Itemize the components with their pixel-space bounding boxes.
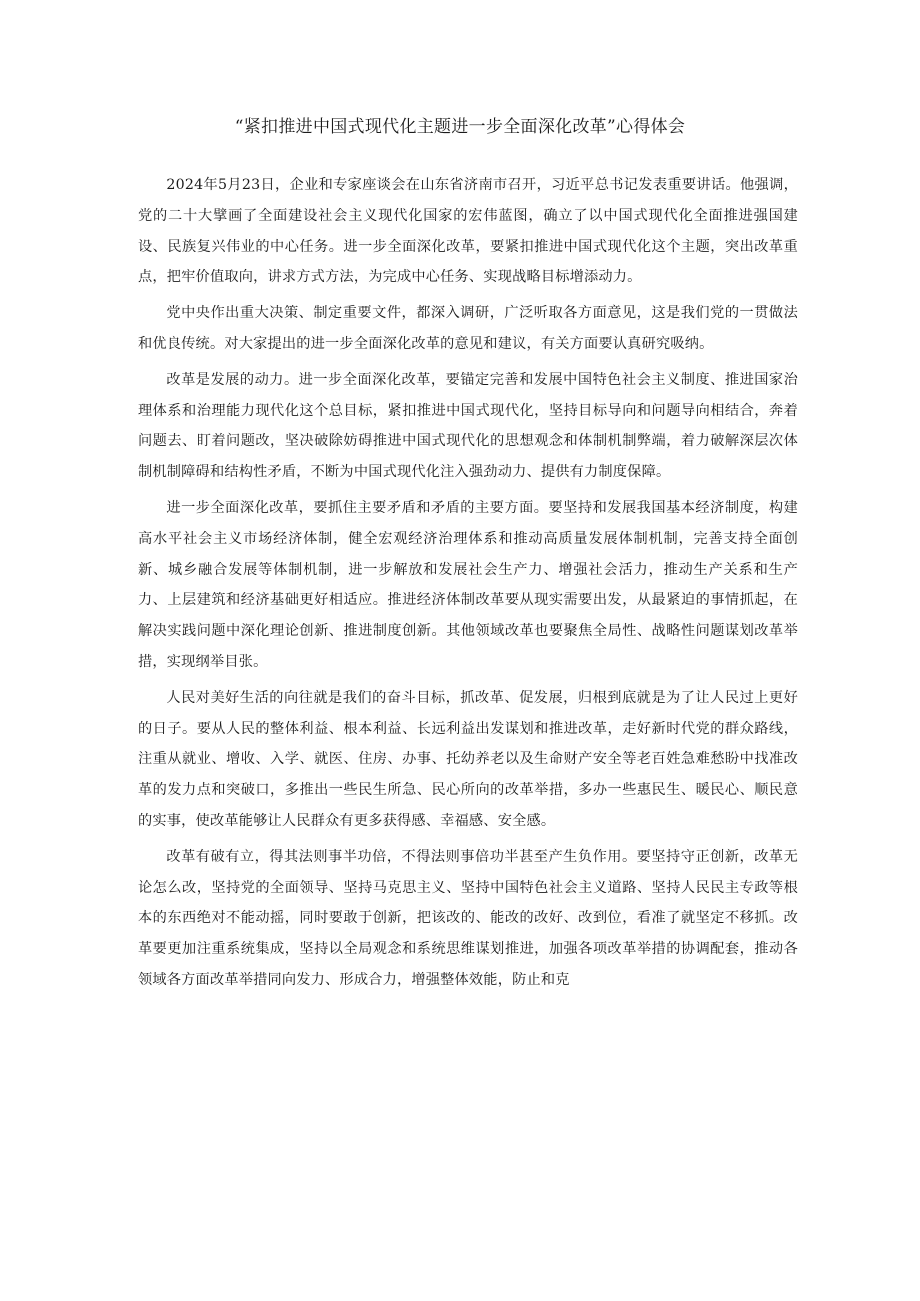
document-body [138, 170, 798, 1001]
paragraph-6: 改革有破有立，得其法则事半功倍，不得法则事倍功半甚至产生负作用。要坚持守正创新，改革无论怎么改，坚持党的全面领导、坚持马克思主义、坚持中国特色社会主义道路、坚持人民民主专政等根本的东西绝对不能动摇，同时要敢于创新，把该改的、能改的改好、改到位，看准了就坚定不移抓。改革要更加注重系统集成，坚持以全局观念和系统思维谋划推进，加强各项改革举措的协调配套，推动各领域各方面改革举措同向发力、形成合力，增强整体效能，防止和克 [138, 848, 798, 988]
paragraph-4: 进一步全面深化改革，要抓住主要矛盾和矛盾的主要方面。要坚持和发展我国基本经济制度，构建高水平社会主义市场经济体制，健全宏观经济治理体系和推动高质量发展体制机制，完善支持全面创新、城乡融合发展等体制机制，进一步解放和发展社会生产力、增强社会活力，推动生产关系和生产力、上层建筑和经济基础更好相适应。推进经济体制改革要从现实需要出发，从最紧迫的事情抓起，在解决实践问题中深化理论创新、推进制度创新。其他领域改革也要聚焦全局性、战略性问题谋划改革举措，实现纲举目张。 [138, 499, 798, 670]
document-title: “紧扣推进中国式现代化主题进一步全面深化改革”心得体会 [234, 117, 686, 137]
paragraph-2: 党中央作出重大决策、制定重要文件，都深入调研，广泛听取各方面意见，这是我们党的一贯做法和优良传统。对大家提出的进一步全面深化改革的意见和建议，有关方面要认真研究吸纳。 [138, 305, 798, 352]
paragraph-1: 2024年5月23日，企业和专家座谈会在山东省济南市召开，习近平总书记发表重要讲话。他强调，党的二十大擘画了全面建设社会主义现代化国家的宏伟蓝图，确立了以中国式现代化全面推进强国建设、民族复兴伟业的中心任务。进一步全面深化改革，要紧扣推进中国式现代化这个主题，突出改革重点，把牢价值取向，讲求方式方法，为完成中心任务、实现战略目标增添动力。 [138, 177, 798, 286]
paragraph-3: 改革是发展的动力。进一步全面深化改革，要锚定完善和发展中国特色社会主义制度、推进国家治理体系和治理能力现代化这个总目标，紧扣推进中国式现代化，坚持目标导向和问题导向相结合，奔着问题去、盯着问题改，坚决破除妨碍推进中国式现代化的思想观念和体制机制弊端，着力破解深层次体制机制障碍和结构性矛盾，不断为中国式现代化注入强劲动力、提供有力制度保障。 [138, 371, 798, 481]
paragraph-5: 人民对美好生活的向往就是我们的奋斗目标，抓改革、促发展，归根到底就是为了让人民过上更好的日子。要从人民的整体利益、根本利益、长远利益出发谋划和推进改革，走好新时代党的群众路线，注重从就业、增收、入学、就医、住房、办事、托幼养老以及生命财产安全等老百姓急难愁盼中找准改革的发力点和突破口，多推出一些民生所急、民心所向的改革举措，多办一些惠民生、暖民心、顺民意的实事，使改革能够让人民群众有更多获得感、幸福感、安全感。 [138, 689, 798, 829]
